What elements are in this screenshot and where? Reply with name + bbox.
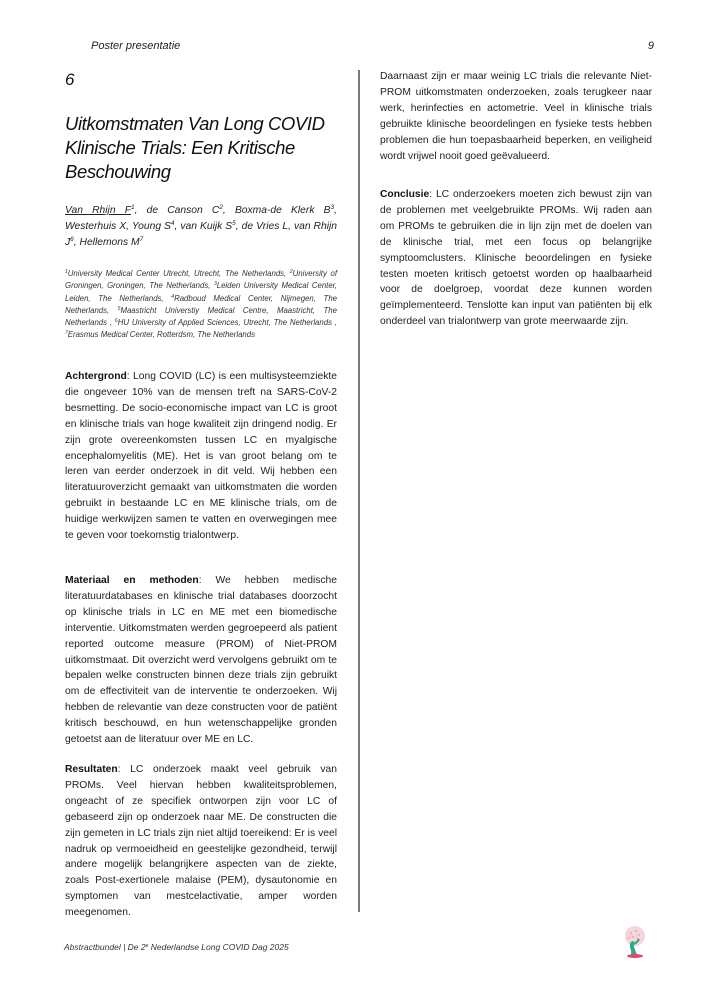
section-daarnaast: [380, 69, 652, 164]
affiliation: $^7$Erasmus Medical Center, Rotterdsm, The Netherlands: [65, 330, 255, 340]
author: de Vries L: [241, 221, 289, 232]
affiliation: $^2$University of Groningen, Groningen, The Netherlands,: [65, 269, 337, 291]
section-text: : We hebben medische literatuurdatabases en klinische trial databases doorzocht op klinische trials in LC en ME met een biomedische interventie. Uitkomstmaten werden gegroepeerd als patient reported outcome measure (PROM) of Niet-PROM uitkomstmaat. Dit overzicht werd vervolgens gebruikt om te bepalen welke constructen binnen deze trials zijn gebruikt om de effectiviteit van de interventie te onderzoeken. Wij hebben de relevantie van deze constructen voor de patiënt kritisch beschouwd, en hun wetenschappelijke gronden getoetst aan de literatuur over ME en LC.: [65, 575, 338, 746]
section-text: : LC onderzoekers moeten zich bewust zijn van de problemen met veelgebruikte PROMs. Wij raden aan om PROMs te gebruiken die in lijn zijn met de doelen van de klinische trial, met een focus op belangrijke symptoomclusters. Klinische beoordelingen en fysieke testen moeten kritisch getoetst worden op haalbaarheid voor de doelgroep, voordat deze kunnen worden geïmplementeerd. Tenslotte kan input van patiënten bij elk onderdeel van trialontwerp van grote meerwaarde zijn.: [380, 189, 652, 328]
section-resultaten: [65, 762, 337, 921]
author-presenter: Van Rhijn $F^1$: [65, 204, 135, 216]
section-label: Materiaal en methoden: [65, 575, 199, 586]
author: Westerhuis X: [65, 221, 127, 232]
affiliation: $^6$HU University of Applied Sciences, Utrecht, The Netherlands ,: [114, 318, 337, 328]
running-head: Poster presentatie: [91, 40, 181, 52]
author: Boxma-de Klerk $B^3$: [234, 204, 335, 216]
section-label: Resultaten: [65, 764, 118, 775]
affiliation: $^4$Radboud Medical Center, Nijmegen, The Netherlands,: [65, 293, 337, 315]
column-divider: [358, 70, 360, 912]
tree-logo-icon: [622, 925, 648, 961]
author: Young $S^4$: [131, 220, 175, 232]
author-list: Van Rhijn $F^1$, de Canson $C^2$, Boxma-de Klerk $B^3$, Westerhuis X, Young $S^4$, van Kuijk $S^5$, de Vries L, van Rhijn $J^6$, Hellemons $M^7$: [65, 204, 337, 248]
affiliation-list: [65, 268, 337, 342]
section-conclusie: [380, 187, 652, 330]
section-text: Daarnaast zijn er maar weinig LC trials die relevante Niet-PROM uitkomstmaten onderzoeken, zoals terugkeer naar werk, herinfecties en actometrie. Veel in klinische trials gebruikte klinische beoordelingen en fysieke tests hebben problemen die hun toepasbaarheid beperken, en veiligheid wordt vrijwel nooit goed geëvalueerd.: [380, 71, 652, 162]
abstract-number: 6: [65, 70, 75, 89]
affiliation: $^5$Maastricht Universtiy Medical Centre, Maastricht, The Netherlands ,: [65, 305, 337, 328]
section-methoden: [65, 573, 337, 748]
author: Hellemons $M^7$: [79, 236, 144, 248]
affiliation: $^3$Leiden University Medical Center, Leiden, The Netherlands,: [65, 281, 338, 303]
affiliation: $^1$University Medical Center Utrecht, Utrecht, The Netherlands,: [65, 269, 287, 278]
footer-text: Abstractbundel | De 2e Nederlandse Long COVID Dag 2025: [64, 942, 289, 952]
section-text: : LC onderzoek maakt veel gebruik van PROMs. Veel hiervan hebben kwaliteitsproblemen, ongeacht of ze specifiek ontworpen zijn voor LC of gebaseerd zijn op onderzoek naar ME. De constructen die zijn gemeten in LC trials zijn niet altijd toereikend: Er is veel nadruk op vermoeidheid en geestelijke gezondheid, terwijl andere mogelijk belangrijkere aspecten van de ziekte, zoals Post-exertionele malaise (PEM), dysautonomie en symptomen van mestcelactivatie, amper worden meegenomen.: [65, 764, 337, 919]
author: van Kuijk $S^5$: [180, 220, 236, 232]
abstract-title: Uitkomstmaten Van Long COVID Klinische Trials: Een Kritische Beschouwing: [65, 113, 325, 182]
author: van Rhijn $J^6$: [65, 221, 337, 248]
section-text: : Long COVID (LC) is een multisysteemziekte die ongeveer 10% van de mensen treft na SARS-CoV-2 besmetting. De socio-economische impact van LC is groot en klinische trials van hoge kwaliteit zijn dringend nodig. Er zijn grote overeenkomsten tussen LC en myalgische encephalomyelitis (ME). Het is van groot belang om te leren van eerder onderzoek in dit veld. Wij hebben een literatuuroverzicht gemaakt van uitkomstmaten die worden gebruikt in bestaande LC en ME klinische trials, om de huidige werkwijzen samen te vatten en overwegingen mee te geven voor toekomstig trialontwerp.: [65, 371, 337, 542]
section-achtergrond: [65, 369, 337, 544]
page-number: 9: [647, 40, 654, 52]
section-label: Achtergrond: [65, 371, 127, 382]
section-label: Conclusie: [380, 189, 430, 200]
author: de Canson $C^2$: [146, 204, 223, 216]
